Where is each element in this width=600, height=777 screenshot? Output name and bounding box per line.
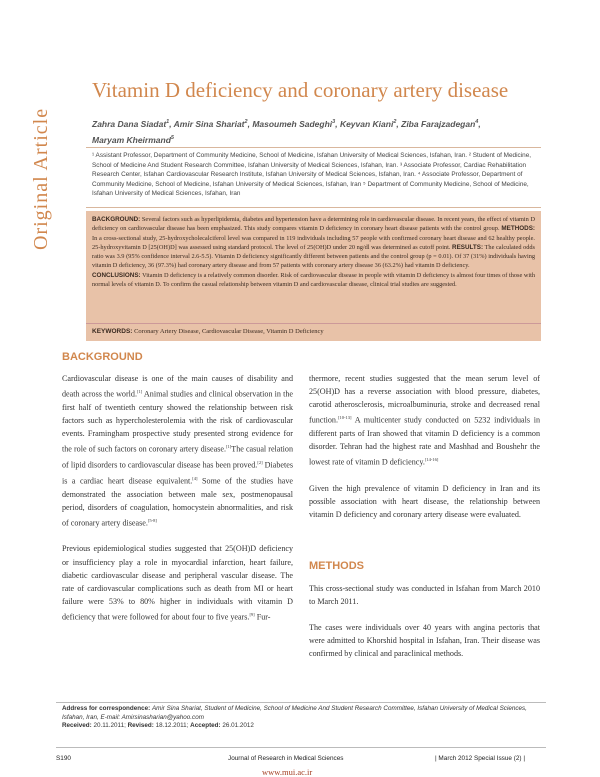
divider [86, 207, 541, 208]
journal-url[interactable]: www.mui.ac.ir [262, 767, 313, 777]
keywords-box [86, 323, 541, 341]
abstract-results: The calculated odds ratio was 3.9 (95% confidence interval 2.6-5.5). Vitamin D deficiency significantly different between patients and the control group (p = 0.01). Of 37 (31%) individuals having vitamin D deficiency, 36 (97.3%) had coronary artery disease and from 57 patients with coronary artery disease 36 (63.2%) had vitamin D deficiency. [92, 243, 536, 270]
author-sup: 2 [244, 119, 248, 125]
paragraph: The cases were individuals over 40 years with angina pectoris that were admitted to Khorshid hospital in Isfahan, Iran. Their disease was confirmed by clinical and paraclinical methods. [309, 623, 540, 659]
text: The casual relation of lipid disorders to cardiovascular disease has been proved. [62, 444, 293, 470]
revised-date: 18.12.2011; [155, 722, 189, 730]
citation: [9] [249, 611, 255, 617]
abstract-methods: In a cross-sectional study, 25-hydroxycholecalciferol level was compared in 119 individuals including 57 people with confirmed coronary heart disease and 62 healthy people. 25-hydroxyvitamin D [25(OH)D] was assessed using standard protocol. The level of 25(OH)D under 20 ng/dl was determined as cutoff point. [92, 234, 535, 251]
author-name: Amir Sina Shariat [173, 118, 245, 129]
abstract-methods-label: METHODS: [501, 225, 536, 233]
received-label: Received: [62, 722, 92, 730]
author-name: Ziba Farajzadegan [401, 118, 476, 129]
issue-info: | March 2012 Special Issue (2) | [435, 755, 525, 762]
right-column [309, 372, 540, 521]
citation: [10-13] [338, 415, 352, 421]
correspondence [62, 705, 542, 731]
paragraph [62, 542, 293, 623]
received-date: 20.11.2011; [93, 722, 126, 730]
author-sup: 5 [170, 134, 174, 141]
accepted-label: Accepted: [190, 722, 221, 730]
text: Fur- [254, 612, 271, 622]
affiliations: ¹ Assistant Professor, Department of Community Medicine, School of Medicine, Isfahan University of Medical Sciences, Isfahan, Iran. ² Student of Medicine, School of Medicine And Student Research Committee, Isfahan University of Medical Sciences, Isfahan, Iran. ³ Associate Professor, Cardiac Rehabilitation Research Center, Isfahan Cardiovascular Research Institute, Isfahan University of Medical Sciences, Isfahan, Iran. ⁴ Associate Professor, Department of Community Medicine, School of Medicine, Isfahan University of Medical Sciences, Isfahan, Iran ⁵ Department of Community Medicine, School of Medicine, Isfahan University of Medical Sciences, Isfahan, Iran [92, 152, 532, 198]
abstract-box [86, 211, 541, 323]
abstract-background: Several factors such as hyperlipidemia, diabetes and hypertension have a determining role in cardiovascular disease. In recent years, the effect of vitamin D deficiency on cardiovascular disease has been emphasized. This study compares vitamin D deficiency in coronary heart disease patients with the control group. [92, 216, 535, 233]
keywords-label: KEYWORDS: [92, 328, 133, 335]
abstract-conclusions-label: CONCLUSIONS: [92, 271, 141, 279]
text: Some of the studies have demonstrated the association between male sex, postmenopausal period, disorders of coagulation, homocystein abnormalities, and risk of coronary artery disease. [62, 476, 293, 528]
citation: [2] [257, 459, 263, 465]
correspondence-text: Amir Sina Shariat, Student of Medicine, School of Medicine And Student Research Committee, Isfahan University of Medical Sciences, Isfahan, Iran, E-mail: Amirsinasharian@yahoo.com [62, 705, 527, 721]
correspondence-label: Address for correspondence: [62, 705, 151, 712]
author-list: Zahra Dana Siadat$^1$, Amir Sina Shariat$^2$, Masoumeh Sadeghi$^3$, Keyvan Kiani$^2$, Ziba Farajzadegan$^4$, Maryam Kheirmand$^5$ [92, 118, 481, 145]
abstract-background-label: BACKGROUND: [92, 216, 141, 223]
paragraph: This cross-sectional study was conducted in Isfahan from March 2010 to March 2011. [309, 584, 540, 607]
journal-name: Journal of Research in Medical Sciences [228, 755, 344, 762]
citation: [4] [192, 475, 198, 481]
methods-column [309, 582, 540, 660]
abstract-results-label: RESULTS: [452, 243, 484, 251]
text: Diabetes is a cardiac heart disease equivalent. [62, 460, 293, 486]
abstract-conclusions: Vitamin D deficiency is a relatively common disorder. Risk of cardiovascular disease in people with vitamin D deficiency is almost four times of those with normal levels of vitamin D. To confirm the casual relationship between vitamin D and cardiovascular disease, clinical trial studies are suggested. [92, 271, 536, 289]
background-heading: BACKGROUND [62, 351, 143, 363]
author-sup: 1 [166, 119, 170, 125]
paragraph [309, 372, 540, 469]
author-sup: 2 [393, 119, 397, 125]
article-type-label: Original Article [30, 107, 52, 250]
divider [86, 147, 541, 148]
text: Previous epidemiological studies suggested that 25(OH)D deficiency or insufficiency play a role in myocardial infarction, heart failure, diabetic cardiovascular disease and peripheral vascular disease. The rate of cardiovascular complications such as death from MI or heart failure were 53% to 80% higher in individuals with vitamin D deficiency that were followed for about four to five years. [62, 544, 293, 622]
author-sup: 4 [475, 119, 479, 125]
keywords-text: Coronary Artery Disease, Cardiovascular Disease, Vitamin D Deficiency [134, 328, 324, 335]
accepted-date: 26.01.2012 [222, 722, 254, 730]
divider [56, 747, 546, 748]
text: Animal studies and clinical observation in the first half of twentieth century showed the relationship between risk factors such as hypercholesterolemia with the risk of cardiovascular events. Framingham prospective study presented strong evidence for the role of such factors on coronary artery disease. [62, 389, 293, 454]
author-sup: 3 [332, 119, 336, 125]
divider [56, 702, 546, 703]
revised-label: Revised: [127, 722, 154, 730]
paragraph [62, 372, 293, 529]
article-title: Vitamin D deficiency and coronary artery disease [92, 78, 509, 102]
author-name: Maryam Kheirmand [92, 134, 171, 145]
citation: [1] [226, 444, 232, 450]
author-name: Zahra Dana Siadat [92, 118, 167, 129]
citation: [14-16] [424, 457, 439, 463]
paragraph: Given the high prevalence of vitamin D deficiency in Iran and its possible association with heart disease, the relationship between vitamin D deficiency and coronary artery disease were evaluated. [309, 484, 540, 520]
methods-heading: METHODS [309, 560, 364, 572]
text: thermore, recent studies suggested that the mean serum level of 25(OH)D has a reverse association with blood pressure, diabetes, carotid atherosclerosis, microalbuminuria, stroke and decreased renal function. [309, 374, 540, 425]
page-number: S190 [56, 755, 71, 762]
text: Cardiovascular disease is one of the main causes of disability and death across the world. [62, 374, 293, 399]
author-name: Keyvan Kiani [339, 118, 394, 129]
text: A multicenter study conducted on 5232 individuals in different parts of Iran showed that vitamin D deficiency is a common disorder. Tehran had the highest rate and Mashhad and Boushehr the lowest rate of vitamin D deficiency. [309, 415, 540, 467]
left-column [62, 372, 293, 624]
author-name: Masoumeh Sadeghi [252, 118, 333, 129]
citation: [5-8] [147, 517, 157, 523]
citation: [1] [136, 389, 143, 395]
